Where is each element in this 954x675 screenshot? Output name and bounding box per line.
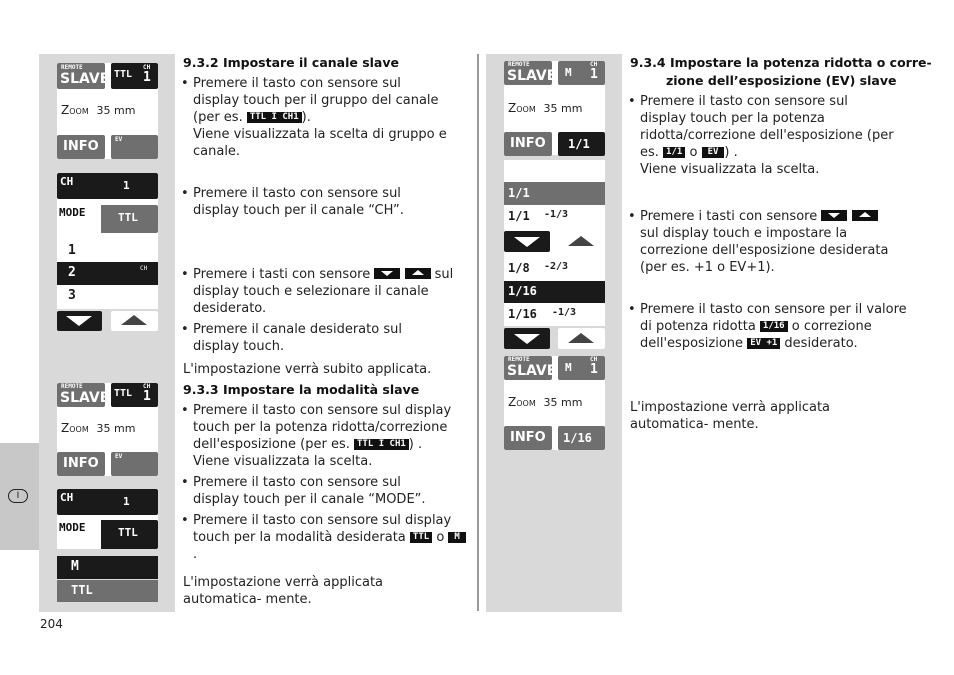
right-ch-value: 1 <box>590 67 598 82</box>
mode-option-ttl-label: TTL <box>71 583 93 597</box>
right-chevron-down-icon <box>514 237 540 247</box>
down-arrow-icon <box>374 268 400 279</box>
s933-bullet-3 <box>181 512 466 563</box>
power-item-1-frac: -1/3 <box>544 209 569 220</box>
ttl-ch-button[interactable] <box>111 63 158 89</box>
ch-small-label: CH <box>143 64 151 71</box>
ch-value-b2: 1 <box>123 495 130 508</box>
ev-label: EV <box>115 136 123 143</box>
ev-button[interactable] <box>111 135 158 159</box>
s934-b2-pre: Premere i tasti con sensore <box>640 209 818 224</box>
ch-label: CH <box>60 175 74 188</box>
s933-note: L'impostazione verrà applicata automatica- mente. <box>183 575 384 607</box>
right-slave-label: SLAVE <box>507 68 557 84</box>
power-1-1-tag: 1/1 <box>663 147 685 158</box>
right-zoom-label-2 <box>508 395 582 409</box>
right-arrow-down-button-2[interactable] <box>504 328 550 349</box>
ch-value: 1 <box>123 179 130 192</box>
right-remote-label-2: REMOTE <box>508 356 530 363</box>
heading-932: 9.3.2 Impostare il canale slave <box>183 55 399 70</box>
ttl-ch1-tag-2: TTL I CH1 <box>354 439 409 450</box>
channel-item-1[interactable] <box>57 241 158 261</box>
mode-label: MODE <box>59 206 86 219</box>
power-item-4-frac: -1/3 <box>552 307 577 318</box>
channel-item-2-label: 2 <box>68 265 76 280</box>
right-ch-small: CH <box>590 61 598 68</box>
power-item-1[interactable] <box>504 206 605 228</box>
right-power-button[interactable] <box>558 132 605 156</box>
ch-button[interactable] <box>57 173 158 199</box>
ch-button-2[interactable] <box>57 489 158 515</box>
right-arrow-up-button-2[interactable] <box>558 328 605 349</box>
s934-bullet-1 <box>628 93 898 178</box>
s933-b1-after: Viene visualizzata la scelta. <box>193 454 373 469</box>
s934-b2-mid: sul <box>640 226 659 241</box>
s934-b1-after: Viene visualizzata la scelta. <box>640 162 820 177</box>
ch-value-2: 1 <box>143 389 151 404</box>
s933-bullet-2 <box>181 474 451 508</box>
s933-b1-text: Premere il tasto con sensore sul display touch per la potenza ridotta/correzione dell'esposizione (per es. <box>193 403 452 452</box>
s934-b2-post: display touch e impostare la correzione dell'esposizione desiderata <box>640 226 889 258</box>
slave-label: SLAVE <box>60 71 110 87</box>
right-arrow-up-button[interactable] <box>558 231 605 252</box>
power-item-4[interactable] <box>504 304 605 326</box>
chevron-down-icon <box>66 316 92 326</box>
s932-b3-pre: Premere i tasti con sensore <box>193 267 371 282</box>
arrow-up-button[interactable] <box>111 311 158 331</box>
s932-b1-text: Premere il tasto con sensore sul display touch per il gruppo del canale <box>193 76 439 108</box>
s932-b3-mid: sul <box>434 267 454 282</box>
mode-label-2: MODE <box>59 521 86 534</box>
remote-label: REMOTE <box>61 64 83 71</box>
up-arrow-icon-2 <box>852 210 878 221</box>
mode-button-2[interactable] <box>57 520 158 549</box>
s932-b2-text: Premere il tasto con sensore sul display touch per il canale “CH”. <box>193 186 404 218</box>
heading-934-line1: 9.3.4 Impostare la potenza ridotta o corre- <box>630 55 932 70</box>
power-1-16-tag: 1/16 <box>760 321 788 332</box>
column-divider <box>477 54 479 611</box>
s932-b1-pre: (per es. <box>193 110 243 125</box>
slave-button-2[interactable] <box>57 383 110 407</box>
power-list-header[interactable] <box>504 182 605 205</box>
mode-value-2: TTL <box>118 526 138 539</box>
right-chevron-up-icon-2 <box>568 333 594 343</box>
power-item-2-label: 1/8 <box>508 261 530 275</box>
s932-bullet-3 <box>181 266 455 317</box>
right-mode-label: M <box>565 66 572 79</box>
right-ch-small-2: CH <box>590 356 598 363</box>
s934-b3-mid: o correzione dell'esposizione <box>640 319 872 351</box>
m-tag: M <box>448 532 465 543</box>
channel-item-3[interactable] <box>57 286 158 308</box>
power-item-3-label: 1/16 <box>508 284 537 298</box>
zoom-text: Zoom <box>61 103 89 117</box>
right-slave-button-2[interactable] <box>504 356 557 380</box>
ch-value: 1 <box>143 70 151 85</box>
right-zoom-label <box>508 101 582 115</box>
power-item-2-frac: -2/3 <box>544 261 569 272</box>
right-remote-label: REMOTE <box>508 61 530 68</box>
s932-b4-text: Premere il canale desiderato sul display touch. <box>193 322 402 354</box>
right-slave-label-2: SLAVE <box>507 363 557 379</box>
channel-item-2[interactable] <box>57 262 158 285</box>
ttl-label-2: TTL <box>114 388 133 399</box>
s933-b3-end: . <box>193 547 198 562</box>
s933-b3-text: Premere il tasto con sensore sul display touch per la modalità desiderata <box>193 513 452 545</box>
right-mode-ch-button[interactable] <box>558 61 605 85</box>
right-power-value-2: 1/16 <box>563 431 592 445</box>
mode-button[interactable] <box>57 205 158 233</box>
right-mode-ch-button-2[interactable] <box>558 356 605 380</box>
right-slave-button[interactable] <box>504 61 557 85</box>
right-mode-label-2: M <box>565 361 572 374</box>
s932-bullet-1 <box>181 75 451 160</box>
power-item-2[interactable] <box>504 258 605 280</box>
heading-933: 9.3.3 Impostare la modalità slave <box>183 382 420 397</box>
ev-label-2: EV <box>115 453 123 460</box>
ev-plus1-tag: EV +1 <box>747 338 780 349</box>
info-button[interactable] <box>57 135 105 159</box>
right-zoom-text: Zoom <box>508 101 536 115</box>
mode-option-ttl[interactable] <box>57 580 158 602</box>
s932-b3-post: display touch e selezionare il canale desiderato. <box>193 284 429 316</box>
ttl-tag: TTL <box>410 532 432 543</box>
right-info-label: INFO <box>510 136 546 151</box>
s932-bullet-2 <box>181 185 451 219</box>
s934-b3-pre: Premere il tasto con sensore per il valore di potenza ridotta <box>640 302 907 334</box>
right-chevron-down-icon-2 <box>514 334 540 344</box>
s934-b1-o: o <box>689 145 698 160</box>
s933-b3-o: o <box>436 530 445 545</box>
right-info-button-2[interactable] <box>504 426 552 450</box>
info-label-2: INFO <box>63 456 99 471</box>
heading-934-line2: zione dell’esposizione (EV) slave <box>666 73 897 88</box>
s933-b1-post: ) . <box>408 437 423 452</box>
ev-button-2[interactable] <box>111 452 158 476</box>
s932-b1-after: Viene visualizzata la scelta di gruppo e canale. <box>193 127 447 159</box>
s932-note: L'impostazione verrà subito applicata. <box>183 362 432 377</box>
s934-b3-post: desiderato. <box>784 336 858 351</box>
s932-bullet-4 <box>181 321 451 355</box>
power-item-4-label: 1/16 <box>508 307 537 321</box>
right-info-label-2: INFO <box>510 430 546 445</box>
right-chevron-up-icon <box>568 236 594 246</box>
s934-b1-post: ) . <box>724 145 738 160</box>
s934-note: L'impostazione verrà applicata automatica- mente. <box>630 400 831 432</box>
info-button-2[interactable] <box>57 452 105 476</box>
right-arrow-down-button[interactable] <box>504 231 550 252</box>
info-label: INFO <box>63 139 99 154</box>
s934-b1-text: Premere il tasto con sensore sul display touch per la potenza ridotta/correzione dell'esposizione (per es. <box>640 94 894 160</box>
power-item-1-label: 1/1 <box>508 209 530 223</box>
up-arrow-icon <box>405 268 431 279</box>
right-zoom-text-2: Zoom <box>508 395 536 409</box>
mode-value: TTL <box>118 211 138 224</box>
zoom-value: 35 mm <box>96 104 136 117</box>
arrow-down-button[interactable] <box>57 311 102 331</box>
s933-b2-text: Premere il tasto con sensore sul display touch per il canale “MODE”. <box>193 475 426 507</box>
ttl-ch-button-2[interactable] <box>111 383 158 407</box>
ttl-ch1-tag: TTL I CH1 <box>247 112 302 123</box>
channel-item-3-label: 3 <box>68 288 76 303</box>
channel-item-1-label: 1 <box>68 243 76 258</box>
language-tab-label: I <box>8 489 28 503</box>
right-zoom-value: 35 mm <box>543 102 583 115</box>
zoom-label-2 <box>61 421 135 435</box>
power-header-label: 1/1 <box>508 186 530 200</box>
right-power-button-2[interactable] <box>558 426 605 450</box>
slave-button[interactable] <box>57 63 110 89</box>
zoom-label <box>61 103 135 117</box>
mode-option-m-label: M <box>71 559 79 574</box>
power-item-3[interactable] <box>504 281 605 303</box>
channel-item-2-tag: CH <box>140 265 148 272</box>
s934-bullet-2 <box>628 208 898 276</box>
ch-small-label-2: CH <box>143 383 151 390</box>
right-info-button[interactable] <box>504 132 552 156</box>
s932-b1-post: ). <box>301 110 311 125</box>
mode-option-m[interactable] <box>57 556 158 579</box>
remote-label-2: REMOTE <box>61 383 83 390</box>
right-power-value: 1/1 <box>568 137 590 151</box>
down-arrow-icon-2 <box>821 210 847 221</box>
ch-label-2: CH <box>60 491 74 504</box>
s934-b2-after: (per es. +1 o EV+1). <box>640 260 775 275</box>
ev-tag: EV <box>702 147 725 158</box>
right-zoom-value-2: 35 mm <box>543 396 583 409</box>
slave-label-2: SLAVE <box>60 390 110 406</box>
zoom-value-2: 35 mm <box>96 422 136 435</box>
right-ch-value-2: 1 <box>590 362 598 377</box>
page-number: 204 <box>40 617 63 631</box>
ttl-label: TTL <box>114 69 133 80</box>
chevron-up-icon <box>121 315 147 325</box>
zoom-text-2: Zoom <box>61 421 89 435</box>
s934-bullet-3 <box>628 301 912 352</box>
s933-bullet-1 <box>181 402 453 470</box>
